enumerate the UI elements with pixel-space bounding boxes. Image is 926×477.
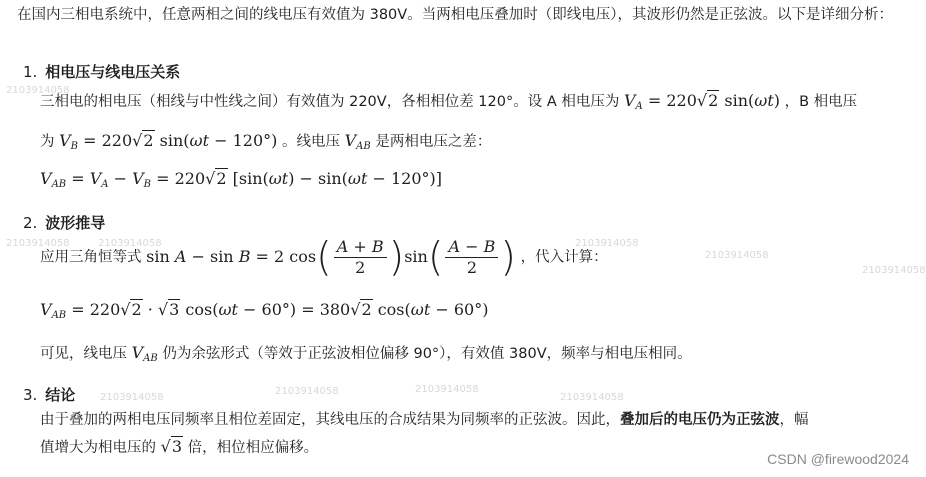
section-2-line-1-tail: ，代入计算：	[520, 249, 608, 266]
formula-sqrt3: √3	[160, 437, 182, 456]
section-3-line-1	[40, 408, 809, 429]
watermark-4: 2103914058	[575, 238, 639, 249]
section-3-title: 结论	[45, 386, 76, 404]
watermark-2: 2103914058	[6, 238, 70, 249]
formula-vb: $V_B = 220√2$ sin(ωt − 120°)	[59, 131, 278, 152]
section-1-line-1	[40, 90, 857, 112]
section-1-line-2-head: 为	[40, 134, 55, 150]
section-2-line-3-text: 可见，线电压	[40, 346, 127, 362]
section-1-line-1-text: 三相电的相电压（相线与中性线之间）有效值为 220V，各相相位差 120°。设 A 相电压为	[40, 94, 620, 110]
section-2-title: 波形推导	[45, 214, 106, 232]
watermark-7: 2103914058	[275, 386, 339, 397]
section-3-line-2	[40, 436, 318, 457]
section-3-line-1-tail: ，幅	[779, 412, 809, 428]
symbol-vab-2: $V_{AB}$	[131, 343, 158, 364]
formula-vab-difference: $V_{AB} = V_A - V_B = 220√2$ [sin(ωt) − sin(ωt − 120°)]	[40, 169, 443, 190]
formula-va: $V_A = 220√2$ sin(ωt)	[623, 91, 780, 112]
watermark-5: 2103914058	[705, 250, 769, 261]
section-2-line-1-text: 应用三角恒等式	[40, 249, 142, 266]
watermark-3: 2103914058	[98, 238, 162, 249]
watermark-9: 2103914058	[415, 384, 479, 395]
section-1-line-2-tail: 是两相电压之差：	[375, 134, 492, 150]
section-3-line-2-head: 值增大为相电压的	[40, 440, 156, 456]
watermark-10: 2103914058	[560, 392, 624, 403]
section-2-number: 2.	[23, 214, 38, 232]
section-3-line-1-text: 由于叠加的两相电压同频率且相位差固定，其线电压的合成结果为同频率的正弦波。因此，	[40, 412, 620, 428]
section-3-line-2-tail: 倍，相位相应偏移。	[187, 440, 319, 456]
section-1-line-1-tail: ，B 相电压	[784, 94, 858, 110]
section-3-heading	[23, 384, 75, 405]
section-1-line-2	[40, 130, 491, 152]
section-2-line-3-tail: 仍为余弦形式（等效于正弦波相位偏移 90°），有效值 380V，频率与相电压相同。	[162, 346, 692, 362]
section-3-number: 3.	[23, 386, 38, 404]
section-2-heading	[23, 212, 105, 233]
intro-paragraph: 在国内三相电系统中，任意两相之间的线电压有效值为 380V。当两相电压叠加时（即线电压），其波形仍然是正弦波。以下是详细分析：	[17, 7, 893, 23]
formula-vab-result: $V_{AB} = 220√2 \cdot √3$ cos(ωt − 60°) = 380√2 cos(ωt − 60°)	[40, 300, 489, 321]
section-3-conclusion-bold: 叠加后的电压仍为正弦波	[620, 412, 780, 428]
watermark-6: 2103914058	[862, 265, 926, 276]
section-1-title: 相电压与线电压关系	[45, 63, 181, 81]
watermark-8: 2103914058	[100, 392, 164, 403]
formula-sum-to-product: sin A − sin B = 2 cos( $\frac{A + B}{2}$ )sin( $\frac{A - B}{2}$ )	[146, 234, 516, 280]
section-1-line-2-mid: 。线电压	[281, 134, 340, 150]
watermark-1: 2103914058	[6, 85, 70, 96]
symbol-vab: $V_{AB}$	[344, 131, 371, 152]
section-2-line-3	[40, 342, 692, 364]
section-1-number: 1.	[23, 63, 38, 81]
csdn-credit: CSDN @firewood2024	[767, 451, 909, 467]
section-1-heading	[23, 61, 180, 82]
